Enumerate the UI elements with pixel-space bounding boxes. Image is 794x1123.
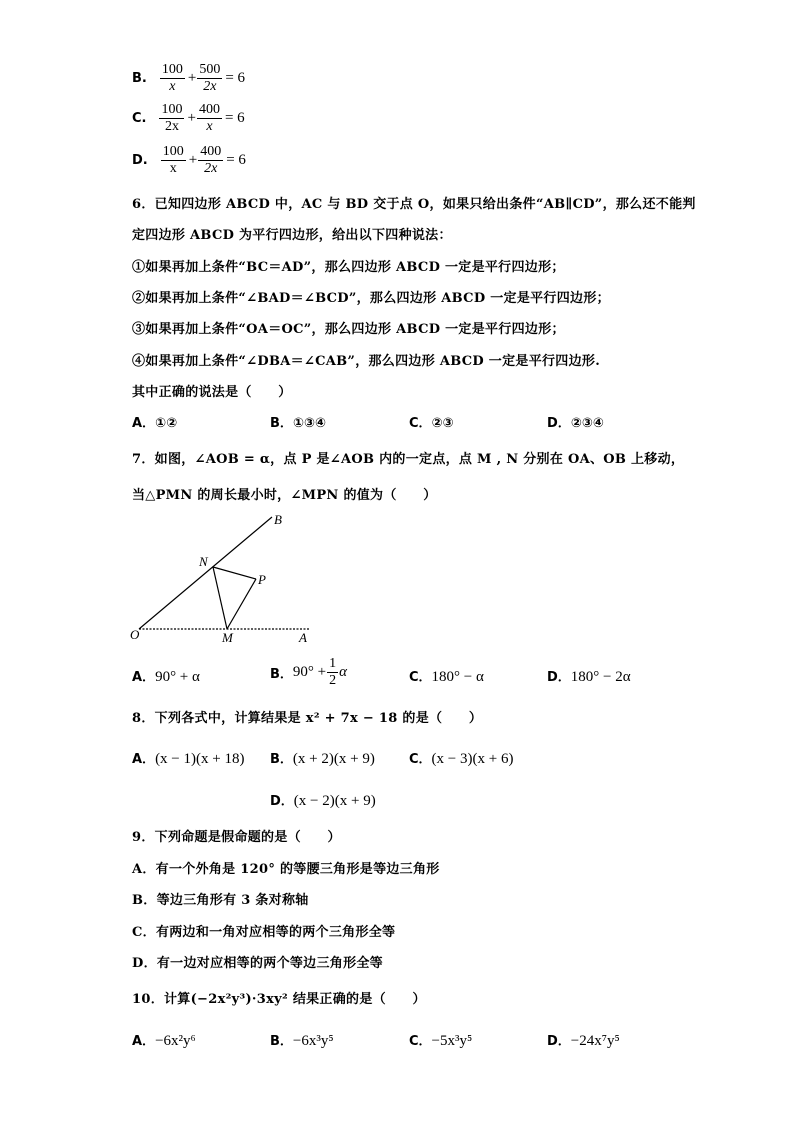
q7-stem-line2: 当△PMN 的周长最小时，∠MPN 的值为（ ）: [132, 488, 437, 503]
numerator: 100: [161, 102, 183, 117]
fraction: [198, 144, 223, 177]
option-expression: −24x⁷y⁵: [570, 1033, 620, 1049]
option-expression: 180° − 2α: [570, 669, 631, 685]
label-b: B: [274, 512, 282, 527]
numerator: 100: [161, 62, 183, 77]
q6-stem-line2: 定四边形 ABCD 为平行四边形，给出以下四种说法：: [132, 228, 452, 243]
option-label: B．: [270, 667, 293, 682]
fraction: [159, 102, 184, 135]
option-label: D．: [547, 1034, 571, 1049]
option-label: A．: [132, 1034, 156, 1049]
q7-stem-line1: 7．如图，∠AOB = α，点 P 是∠AOB 内的一定点，点 M , N 分别在 OA、OB 上移动，: [132, 452, 685, 467]
option-label: A．: [132, 752, 156, 767]
q10-option-b: [270, 1030, 334, 1050]
q5-option-b: [132, 62, 245, 95]
option-label: C．: [409, 1034, 432, 1049]
option-expression: 90° +: [292, 664, 327, 680]
label-n: N: [199, 554, 208, 569]
q6-statement-3: ③如果再加上条件“OA＝OC”，那么四边形 ABCD 一定是平行四边形；: [132, 322, 565, 337]
plus-sign: +: [187, 70, 197, 86]
option-label: B．: [270, 752, 293, 767]
q9-stem: 9．下列命题是假命题的是（ ）: [132, 830, 341, 845]
q6-statement-2: ②如果再加上条件“∠BAD＝∠BCD”，那么四边形 ABCD 一定是平行四边形；: [132, 291, 610, 306]
equation-rhs: = 6: [224, 110, 245, 126]
q7-geometry-figure: [125, 505, 325, 650]
label-m: M: [222, 630, 233, 645]
label-p: P: [258, 572, 266, 587]
equation-rhs: = 6: [226, 152, 246, 168]
q6-stem-line1: 6．已知四边形 ABCD 中，AC 与 BD 交于点 O，如果只给出条件“AB∥CD”，那么还不能判: [132, 197, 696, 212]
q8-option-d: [270, 790, 376, 810]
q8-option-b: [270, 748, 375, 768]
option-expression: (x − 3)(x + 6): [431, 751, 514, 767]
numerator: 100: [162, 144, 184, 159]
q5-option-c: [132, 102, 245, 135]
numerator: 500: [199, 62, 221, 77]
q8-option-a: [132, 748, 244, 768]
option-label: A．: [132, 670, 156, 685]
label-a: A: [299, 630, 307, 645]
option-label: C．: [409, 670, 432, 685]
option-expression: −6x²y⁶: [155, 1033, 196, 1049]
denominator: 2x: [164, 119, 179, 134]
plus-sign: +: [188, 152, 198, 168]
q7-option-a: [132, 666, 200, 686]
q9-option-b: B．等边三角形有 3 条对称轴: [132, 893, 309, 908]
numerator: 1: [329, 656, 337, 671]
denominator: 2x: [204, 161, 218, 176]
numerator: 400: [198, 102, 220, 117]
numerator: 400: [200, 144, 222, 159]
fraction: [197, 102, 222, 135]
segment-np: [213, 567, 256, 579]
option-label: B．: [270, 1034, 293, 1049]
q10-option-c: [409, 1030, 472, 1050]
q9-option-c: C．有两边和一角对应相等的两个三角形全等: [132, 925, 396, 940]
option-expression: α: [339, 664, 348, 680]
label-o: O: [130, 627, 140, 642]
option-expression: (x + 2)(x + 9): [292, 751, 375, 767]
q7-option-d: [547, 666, 631, 686]
option-expression: (x − 1)(x + 18): [155, 751, 245, 767]
q8-stem: 8．下列各式中，计算结果是 x² + 7x − 18 的是（ ）: [132, 711, 483, 726]
option-expression: (x − 2)(x + 9): [293, 793, 376, 809]
plus-sign: +: [187, 110, 196, 126]
fraction: [327, 656, 338, 689]
q6-option-b: B．①③④: [270, 416, 326, 431]
equation-rhs: = 6: [225, 70, 246, 86]
q9-option-d: D．有一边对应相等的两个等边三角形全等: [132, 956, 383, 971]
denominator: x: [169, 161, 177, 176]
q7-option-b: [270, 656, 347, 689]
option-label: C.: [132, 111, 147, 126]
q6-option-d: D．②③④: [547, 416, 604, 431]
option-expression: 180° − α: [431, 669, 484, 685]
q6-statement-4: ④如果再加上条件“∠DBA＝∠CAB”，那么四边形 ABCD 一定是平行四边形.: [132, 354, 601, 369]
q10-option-d: [547, 1030, 620, 1050]
option-expression: 90° + α: [155, 669, 200, 685]
q10-stem: 10．计算(−2x²y³)·3xy² 结果正确的是（ ）: [132, 992, 426, 1007]
fraction: [161, 144, 186, 177]
q5-option-d: [132, 144, 246, 177]
option-label: B.: [132, 71, 147, 86]
ray-ob: [139, 517, 272, 629]
denominator: 2: [329, 673, 337, 688]
q6-option-a: A．①②: [132, 416, 178, 431]
segment-nm: [213, 567, 227, 629]
q6-statement-1: ①如果再加上条件“BC＝AD”，那么四边形 ABCD 一定是平行四边形；: [132, 260, 565, 275]
option-expression: −6x³y⁵: [292, 1033, 334, 1049]
fraction: [160, 62, 185, 95]
option-label: C．: [409, 752, 432, 767]
segment-pm: [227, 579, 256, 629]
denominator: 2x: [203, 79, 217, 94]
q10-option-a: [132, 1030, 196, 1050]
option-expression: −5x³y⁵: [431, 1033, 473, 1049]
q8-option-c: [409, 748, 513, 768]
q6-question: 其中正确的说法是（ ）: [132, 385, 292, 400]
option-label: D．: [270, 794, 294, 809]
option-label: D.: [132, 153, 148, 168]
denominator: x: [206, 119, 213, 134]
q6-option-c: C．②③: [409, 416, 454, 431]
denominator: x: [169, 79, 176, 94]
option-label: D．: [547, 670, 571, 685]
fraction: [197, 62, 222, 95]
q7-option-c: [409, 666, 484, 686]
q9-option-a: A．有一个外角是 120° 的等腰三角形是等边三角形: [132, 862, 440, 877]
